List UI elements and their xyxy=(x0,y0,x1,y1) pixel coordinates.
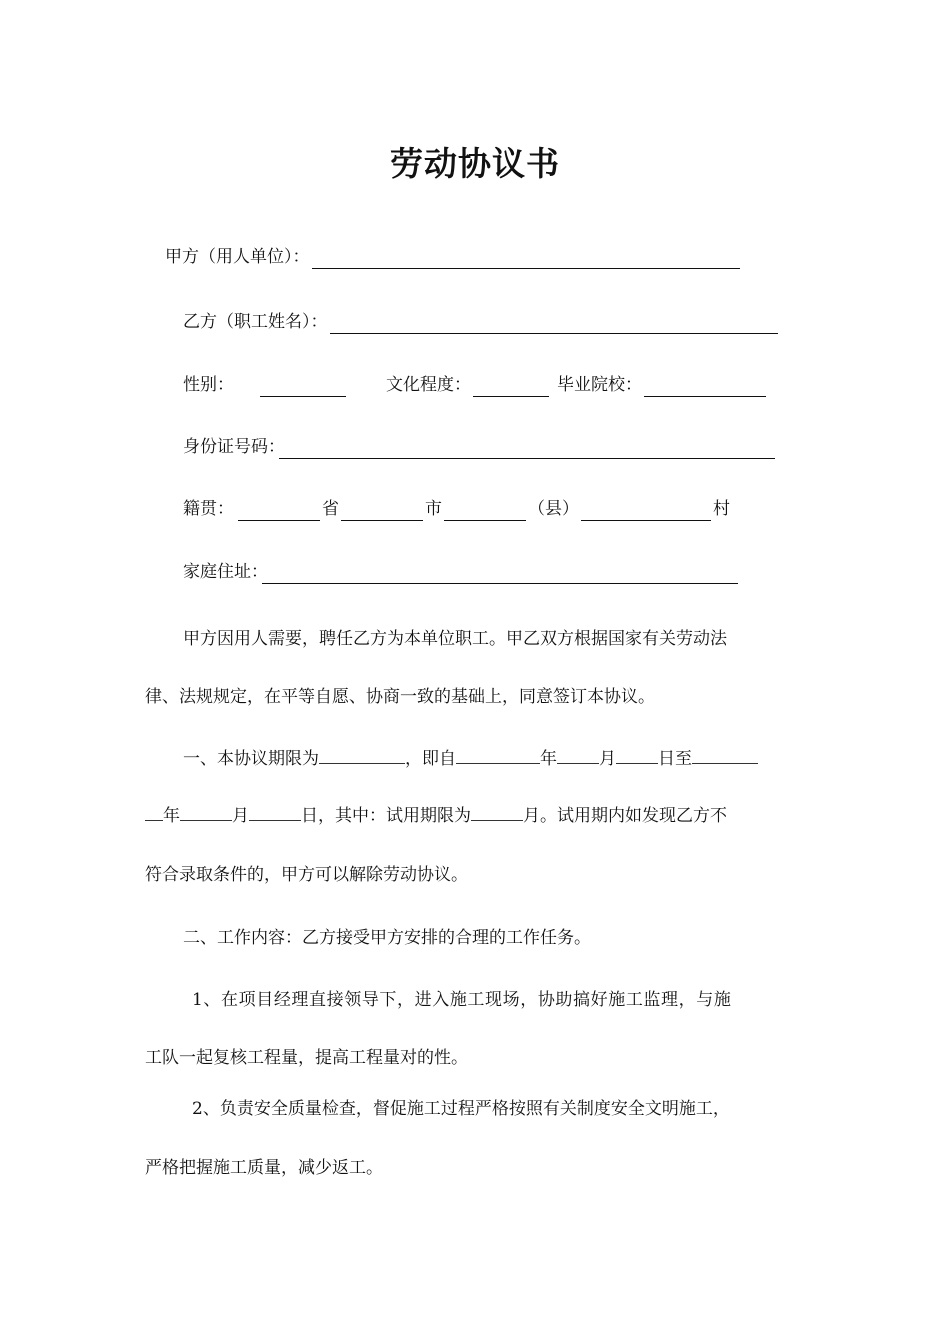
native-label: 籍贯： xyxy=(183,499,234,519)
term-blank[interactable] xyxy=(319,747,405,764)
intro-line-2: 律、法规规定，在平等自愿、协商一致的基础上，同意签订本协议。 xyxy=(145,687,655,707)
clause1-term-label: 一、本协议期限为 xyxy=(183,749,319,769)
address-label: 家庭住址： xyxy=(183,562,268,582)
clause1-end-month-label: 月 xyxy=(232,806,249,826)
native-village-label: 村 xyxy=(713,499,730,519)
clause2-item1-line-2: 工队一起复核工程量，提高工程量对的性。 xyxy=(145,1048,468,1068)
end-year-blank-a[interactable] xyxy=(692,747,758,764)
party-b-label: 乙方（职工姓名）： xyxy=(183,312,328,332)
clause1-line-1 xyxy=(183,744,843,769)
native-row xyxy=(183,497,730,521)
clause1-probation-tail: 月。试用期内如发现乙方不 xyxy=(523,806,727,826)
gender-education-row xyxy=(183,373,768,397)
clause1-from-label: ，即自 xyxy=(405,749,456,769)
education-blank[interactable] xyxy=(473,378,549,397)
probation-blank[interactable] xyxy=(471,804,523,821)
party-a-row xyxy=(165,245,742,269)
party-b-blank[interactable] xyxy=(330,315,778,334)
clause2-item2-line-2: 严格把握施工质量，减少返工。 xyxy=(145,1158,383,1178)
id-label: 身份证号码： xyxy=(183,437,285,457)
native-province-label: 省 xyxy=(322,499,339,519)
native-city-label: 市 xyxy=(425,499,442,519)
native-city-blank[interactable] xyxy=(341,502,423,521)
clause2-heading: 二、工作内容：乙方接受甲方安排的合理的工作任务。 xyxy=(183,928,591,948)
address-blank[interactable] xyxy=(262,565,738,584)
address-row xyxy=(183,560,740,584)
clause1-month-label: 月 xyxy=(599,749,616,769)
clause1-probation-label: 日，其中：试用期限为 xyxy=(301,806,471,826)
end-month-blank[interactable] xyxy=(180,804,232,821)
clause1-end-year-label: 年 xyxy=(163,806,180,826)
clause2-item2-line-1: 2、负责安全质量检查，督促施工过程严格按照有关制度安全文明施工， xyxy=(192,1099,730,1119)
clause1-to-label: 日至 xyxy=(658,749,692,769)
gender-label: 性别： xyxy=(183,375,234,395)
education-label: 文化程度： xyxy=(386,375,471,395)
school-blank[interactable] xyxy=(644,378,766,397)
start-month-blank[interactable] xyxy=(557,747,599,764)
id-blank[interactable] xyxy=(279,440,775,459)
id-row xyxy=(183,435,777,459)
clause1-year-label: 年 xyxy=(540,749,557,769)
party-b-row xyxy=(183,310,780,334)
clause1-line-2 xyxy=(145,801,805,826)
party-a-label: 甲方（用人单位）： xyxy=(165,247,310,267)
native-county-blank[interactable] xyxy=(444,502,526,521)
clause1-line-3: 符合录取条件的，甲方可以解除劳动协议。 xyxy=(145,865,468,885)
gender-blank[interactable] xyxy=(260,378,346,397)
intro-line-1: 甲方因用人需要，聘任乙方为本单位职工。甲乙双方根据国家有关劳动法 xyxy=(183,629,727,649)
party-a-blank[interactable] xyxy=(312,250,740,269)
school-label: 毕业院校： xyxy=(557,375,642,395)
start-day-blank[interactable] xyxy=(616,747,658,764)
clause2-item1-line-1: 1、在项目经理直接领导下，进入施工现场，协助搞好施工监理，与施 xyxy=(192,990,732,1010)
page-title: 劳动协议书 xyxy=(390,144,560,183)
end-year-blank-b[interactable] xyxy=(145,804,163,821)
end-day-blank[interactable] xyxy=(249,804,301,821)
native-province-blank[interactable] xyxy=(238,502,320,521)
native-county-label: （县） xyxy=(528,499,579,519)
start-year-blank[interactable] xyxy=(456,747,540,764)
native-village-blank[interactable] xyxy=(581,502,711,521)
